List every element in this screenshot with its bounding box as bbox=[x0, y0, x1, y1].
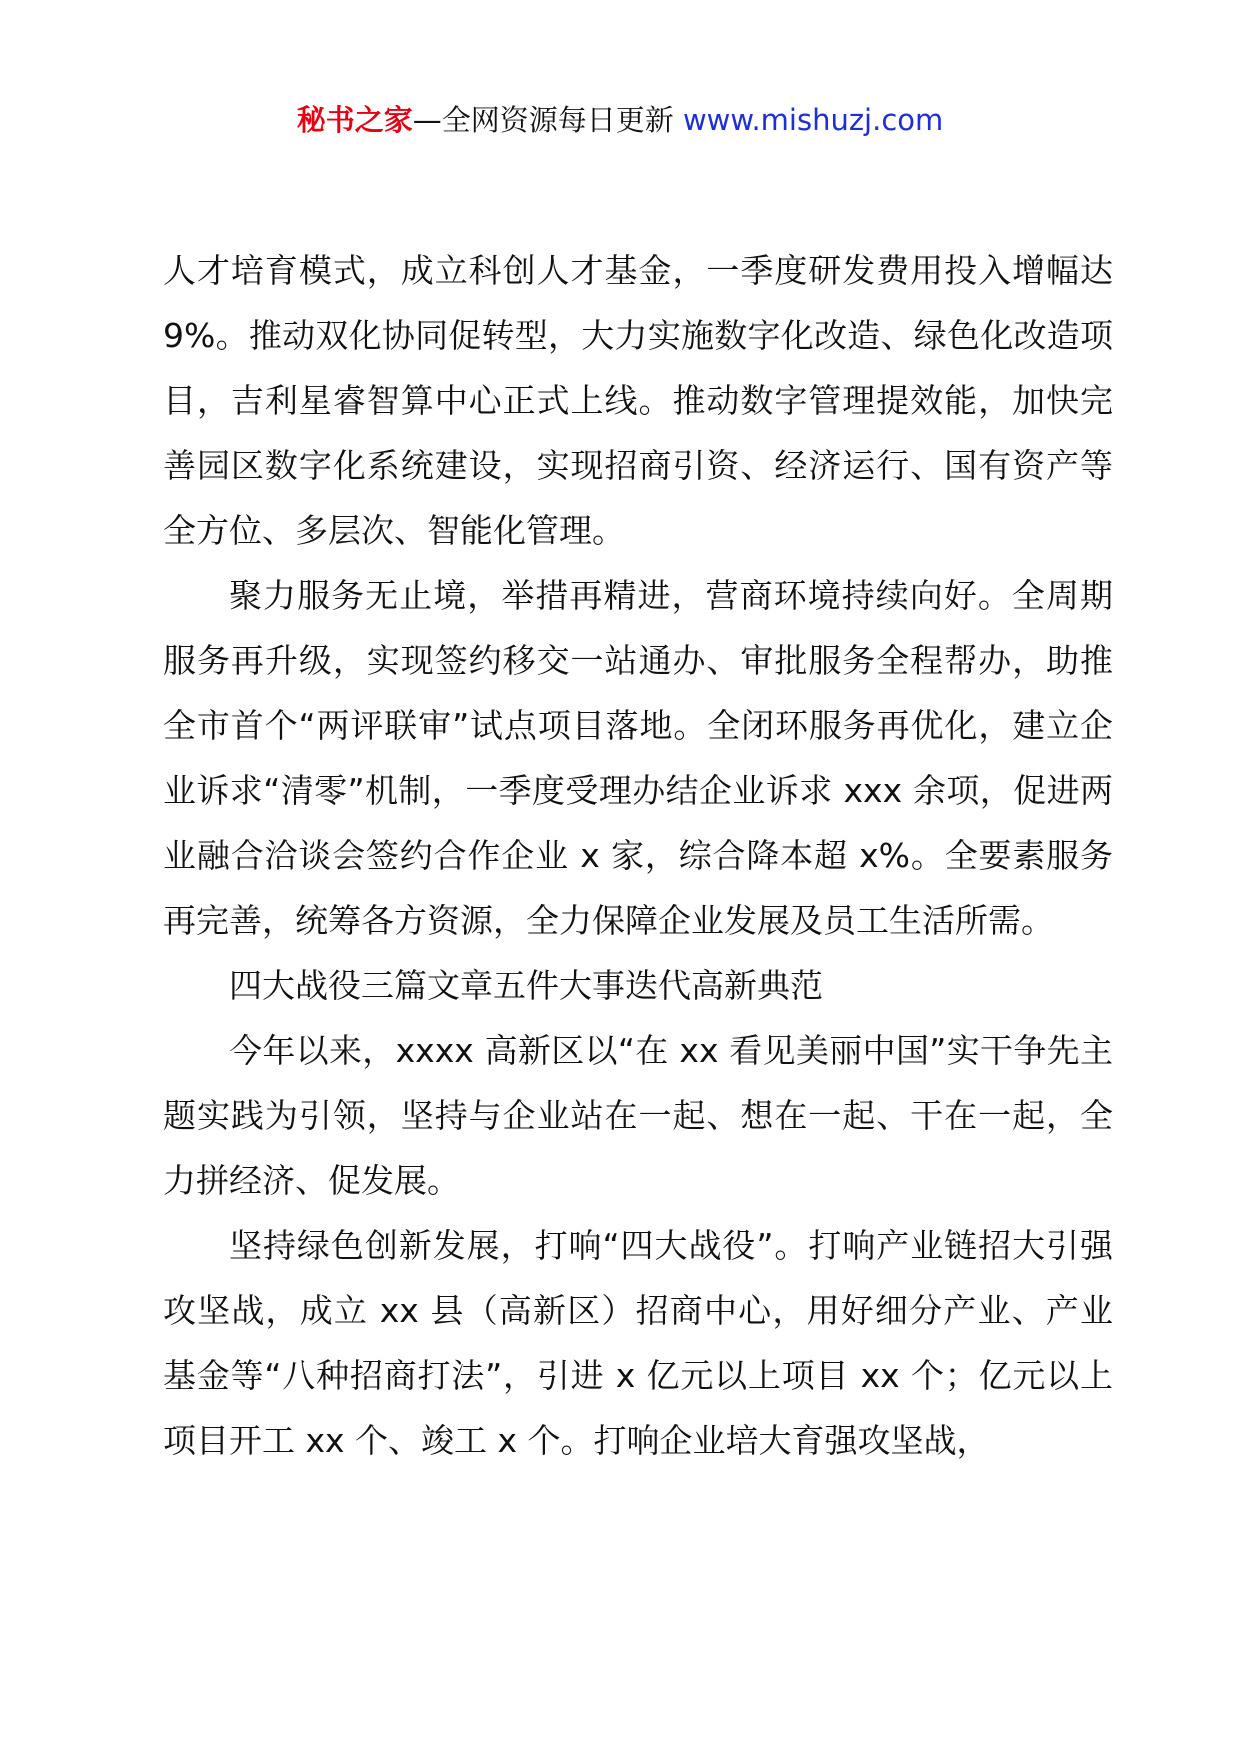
paragraph-continuation: 人才培育模式，成立科创人才基金，一季度研发费用投入增幅达 9%。推动双化协同促转型，大力实施数字化改造、绿色化改造项目，吉利星睿智算中心正式上线。推动数字管理提效能，加快完善园区数字化系统建设，实现招商引资、经济运行、国有资产等全方位、多层次、智能化管理。 bbox=[163, 251, 1113, 550]
site-header bbox=[0, 100, 1240, 140]
section-heading: 四大战役三篇文章五件大事迭代高新典范 bbox=[229, 966, 823, 1005]
document-body bbox=[163, 238, 1113, 1473]
paragraph-intro: 今年以来，xxxx 高新区以“在 xx 看见美丽中国”实干争先主题实践为引领，坚持与企业站在一起、想在一起、干在一起，全力拼经济、促发展。 bbox=[163, 1031, 1113, 1200]
site-brand: 秘书之家 bbox=[296, 103, 413, 137]
paragraph-four-campaigns: 坚持绿色创新发展，打响“四大战役”。打响产业链招大引强攻坚战，成立 xx 县（高新区）招商中心，用好细分产业、产业基金等“八种招商打法”，引进 x 亿元以上项目 xx 个；亿元以上项目开工 xx 个、竣工 x 个。打响企业培大育强攻坚战， bbox=[163, 1226, 1113, 1460]
paragraph-business-environment: 聚力服务无止境，举措再精进，营商环境持续向好。全周期服务再升级，实现签约移交一站通办、审批服务全程帮办，助推全市首个“两评联审”试点项目落地。全闭环服务再优化，建立企业诉求“清零”机制，一季度受理办结企业诉求 xxx 余项，促进两业融合洽谈会签约合作企业 x 家，综合降本超 x%。全要素服务再完善，统筹各方资源，全力保障企业发展及员工生活所需。 bbox=[163, 576, 1113, 940]
site-tagline: —全网资源每日更新 bbox=[412, 103, 674, 137]
site-url-link[interactable]: www.mishuzj.com bbox=[682, 103, 944, 137]
